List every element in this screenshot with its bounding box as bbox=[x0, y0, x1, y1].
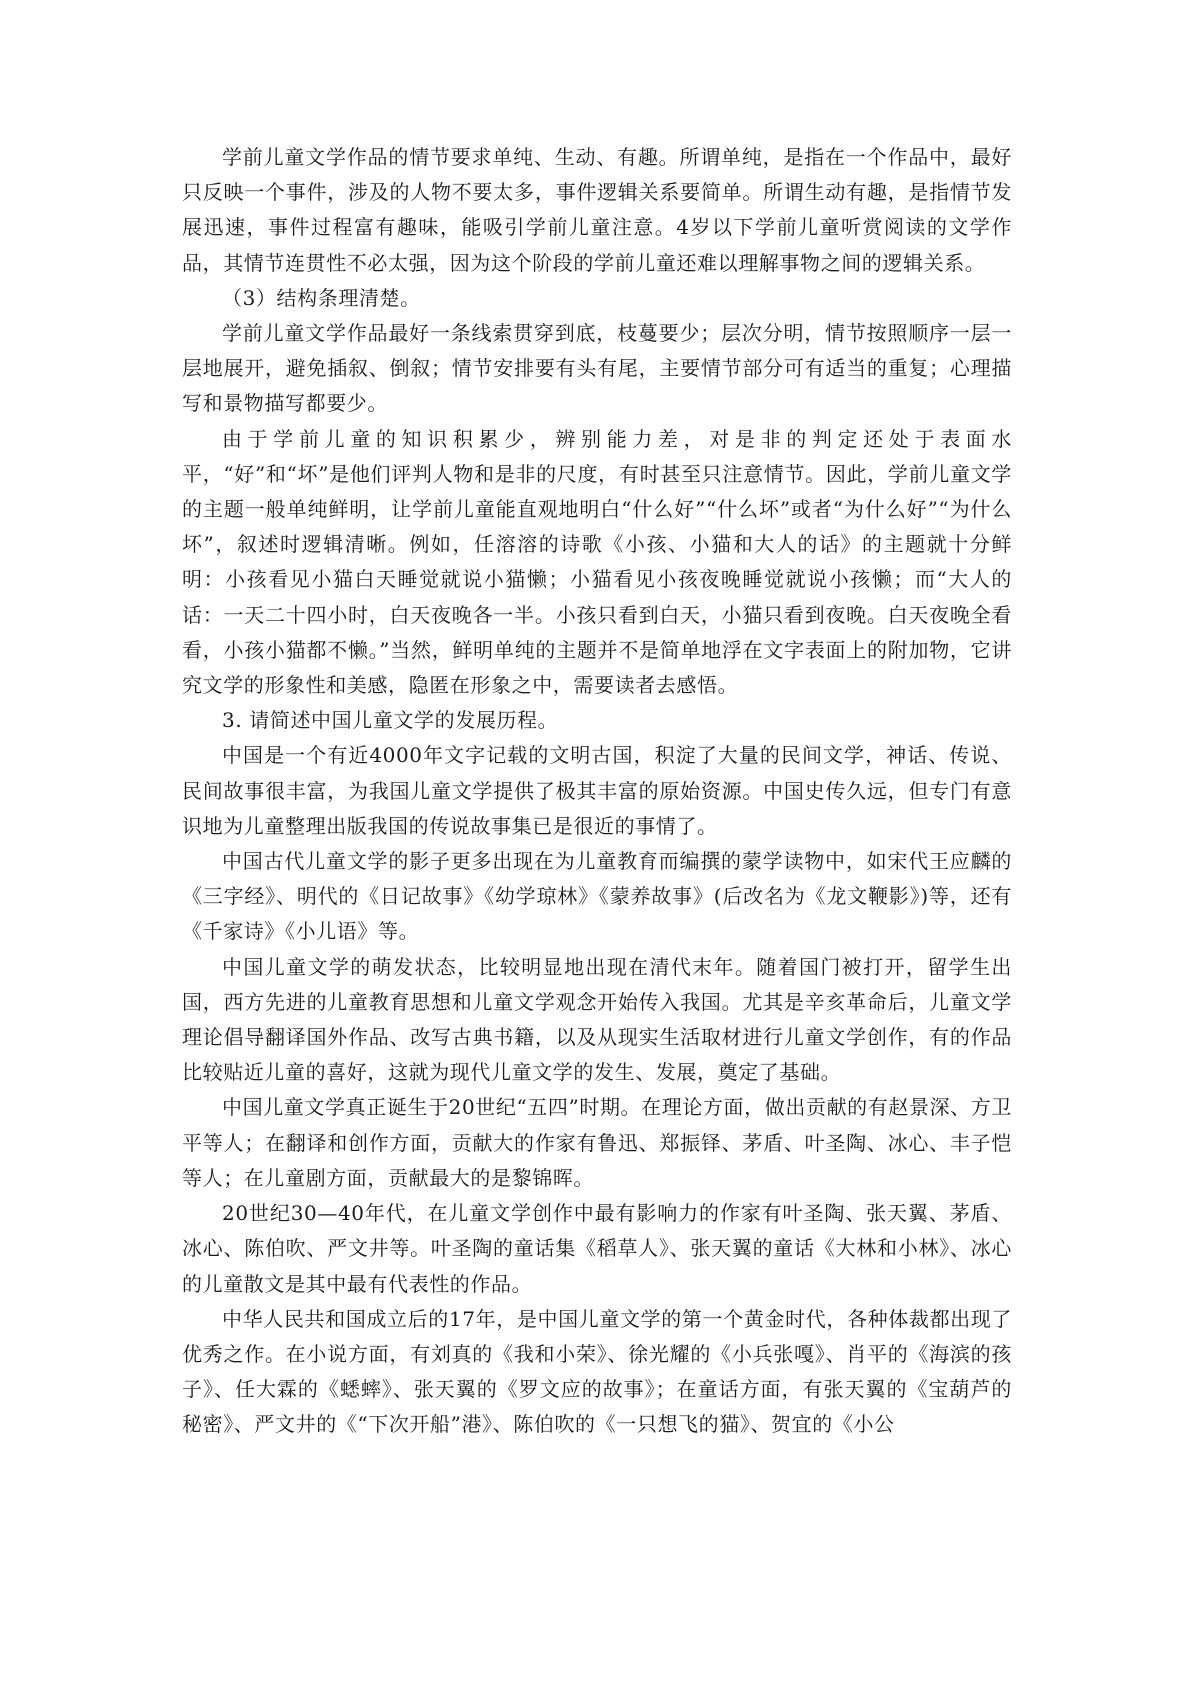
paragraph-structure: 学前儿童文学作品最好一条线索贯穿到底，枝蔓要少；层次分明，情节按照顺序一层一层地展开，避免插叙、倒叙；情节安排要有头有尾，主要情节部分可有适当的重复；心理描写和景物描写都要少。 bbox=[182, 321, 1012, 416]
document-page bbox=[182, 140, 1012, 1443]
question-heading: 3. 请简述中国儿童文学的发展历程。 bbox=[222, 708, 559, 733]
paragraph-may-fourth: 中国儿童文学真正诞生于20世纪“五四”时期。在理论方面，做出贡献的有赵景深、方卫平等人；在翻译和创作方面，贡献大的作家有鲁迅、郑振铎、茅盾、叶圣陶、冰心、丰子恺等人；在儿童剧方面，贡献最大的是黎锦晖。 bbox=[182, 1095, 1012, 1190]
paragraph-plot: 学前儿童文学作品的情节要求单纯、生动、有趣。所谓单纯，是指在一个作品中，最好只反映一个事件，涉及的人物不要太多，事件逻辑关系要简单。所谓生动有趣，是指情节发展迅速，事件过程富有趣味，能吸引学前儿童注意。4岁以下学前儿童听赏阅读的文学作品，其情节连贯性不必太强，因为这个阶段的学前儿童还难以理解事物之间的逻辑关系。 bbox=[182, 145, 1012, 275]
paragraph-origins: 中国是一个有近4000年文字记载的文明古国，积淀了大量的民间文学，神话、传说、民间故事很丰富，为我国儿童文学提供了极其丰富的原始资源。中国史传久远，但专门有意识地为儿童整理出版我国的传说故事集已是很近的事情了。 bbox=[182, 743, 1012, 838]
heading-structure: （3）结构条理清楚。 bbox=[222, 285, 421, 310]
paragraph-theme: 由于学前儿童的知识积累少，辨别能力差，对是非的判定还处于表面水平，“好”和“坏”是他们评判人物和是非的尺度，有时甚至只注意情节。因此，学前儿童文学的主题一般单纯鲜明，让学前儿童能直观地明白“什么好”“什么坏”或者“为什么好”“为什么坏”，叙述时逻辑清晰。例如，任溶溶的诗歌《小孩、小猫和大人的话》的主题就十分鲜明：小孩看见小猫白天睡觉就说小猫懒；小猫看见小孩夜晚睡觉就说小孩懒；而“大人的话：一天二十四小时，白天夜晚各一半。小孩只看到白天，小猫只看到夜晚。白天夜晚全看看，小孩小猫都不懒。”当然，鲜明单纯的主题并不是简单地浮在文字表面上的附加物，它讲究文学的形象性和美感，隐匿在形象之中，需要读者去感悟。 bbox=[182, 426, 1012, 698]
paragraph-ancient: 中国古代儿童文学的影子更多出现在为儿童教育而编撰的蒙学读物中，如宋代王应麟的《三字经》、明代的《日记故事》《幼学琼林》《蒙养故事》(后改名为《龙文鞭影》)等，还有《千家诗》《小儿语》等。 bbox=[182, 849, 1012, 944]
paragraph-prc: 中华人民共和国成立后的17年，是中国儿童文学的第一个黄金时代，各种体裁都出现了优秀之作。在小说方面，有刘真的《我和小荣》、徐光耀的《小兵张嘎》、肖平的《海滨的孩子》、任大霖的《蟋蟀》、张天翼的《罗文应的故事》；在童话方面，有张天翼的《宝葫芦的秘密》、严文井的《“下次开船”港》、陈伯吹的《一只想飞的猫》、贺宜的《小公 bbox=[182, 1306, 1012, 1437]
paragraph-1930s: 20世纪30—40年代，在儿童文学创作中最有影响力的作家有叶圣陶、张天翼、茅盾、冰心、陈伯吹、严文井等。叶圣陶的童话集《稻草人》、张天翼的童话《大林和小林》、冰心的儿童散文是其中最有代表性的作品。 bbox=[182, 1201, 1012, 1296]
paragraph-qing: 中国儿童文学的萌发状态，比较明显地出现在清代末年。随着国门被打开，留学生出国，西方先进的儿童教育思想和儿童文学观念开始传入我国。尤其是辛亥革命后，儿童文学理论倡导翻译国外作品、改写古典书籍，以及从现实生活取材进行儿童文学创作，有的作品比较贴近儿童的喜好，这就为现代儿童文学的发生、发展，奠定了基础。 bbox=[182, 954, 1012, 1085]
